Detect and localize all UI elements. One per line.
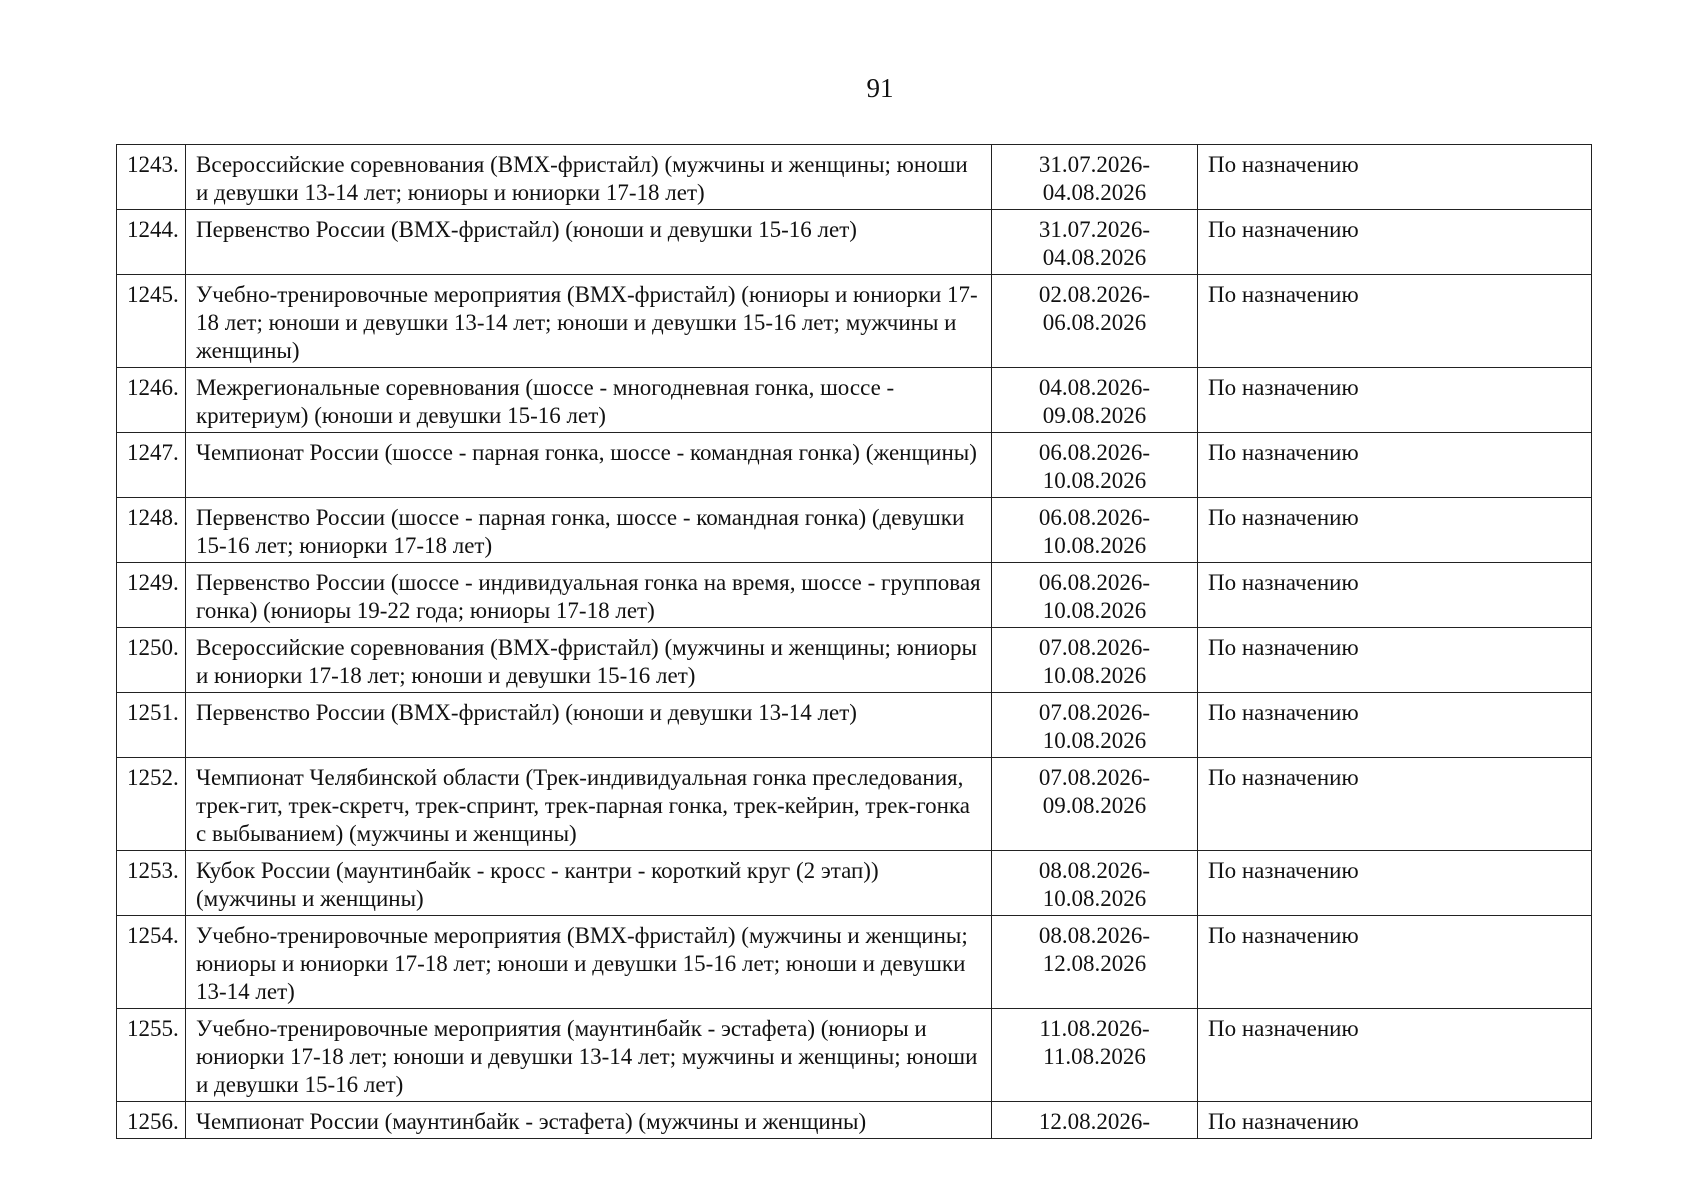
event-name: Первенство России (шоссе - индивидуальная гонка на время, шоссе - групповая гонка) (юниоры 19-22 года; юниоры 17-18 лет): [186, 563, 992, 628]
event-name: Чемпионат Челябинской области (Трек-индивидуальная гонка преследования, трек-гит, трек-скретч, трек-спринт, трек-парная гонка, трек-кейрин, трек-гонка с выбыванием) (мужчины и женщины): [186, 758, 992, 851]
table-row: [117, 1009, 1592, 1102]
date-end: 10.08.2026: [1042, 728, 1147, 753]
event-place: По назначению: [1198, 563, 1592, 628]
event-dates: [992, 433, 1198, 498]
row-number: 1256.: [117, 1102, 186, 1139]
event-dates: [992, 1009, 1198, 1102]
event-place: По назначению: [1198, 210, 1592, 275]
table-row: [117, 851, 1592, 916]
row-number: 1250.: [117, 628, 186, 693]
event-dates: [992, 275, 1198, 368]
event-dates: [992, 368, 1198, 433]
event-place: По назначению: [1198, 758, 1592, 851]
row-number: 1245.: [117, 275, 186, 368]
table-row: [117, 210, 1592, 275]
event-place: По назначению: [1198, 498, 1592, 563]
event-name: Всероссийские соревнования (ВМХ-фристайл) (мужчины и женщины; юноши и девушки 13-14 лет; юниоры и юниорки 17-18 лет): [186, 145, 992, 210]
row-number: 1252.: [117, 758, 186, 851]
date-start: 11.08.2026-: [1039, 1016, 1150, 1041]
event-dates: [992, 916, 1198, 1009]
date-start: 07.08.2026-: [1038, 700, 1151, 725]
row-number: 1249.: [117, 563, 186, 628]
event-name: Первенство России (ВМХ-фристайл) (юноши и девушки 13-14 лет): [186, 693, 992, 758]
date-end: 04.08.2026: [1042, 245, 1147, 270]
table-row: [117, 433, 1592, 498]
event-name: Межрегиональные соревнования (шоссе - многодневная гонка, шоссе - критериум) (юноши и девушки 15-16 лет): [186, 368, 992, 433]
event-place: По назначению: [1198, 433, 1592, 498]
row-number: 1243.: [117, 145, 186, 210]
event-name: Учебно-тренировочные мероприятия (ВМХ-фристайл) (мужчины и женщины; юниоры и юниорки 17-18 лет; юноши и девушки 15-16 лет; юноши и девушки 13-14 лет): [186, 916, 992, 1009]
row-number: 1248.: [117, 498, 186, 563]
table-row: [117, 275, 1592, 368]
date-start: 12.08.2026-: [1038, 1109, 1151, 1134]
date-end: 10.08.2026: [1042, 533, 1147, 558]
date-end: 12.08.2026: [1042, 951, 1147, 976]
row-number: 1246.: [117, 368, 186, 433]
date-end: 06.08.2026: [1042, 310, 1147, 335]
date-start: 31.07.2026-: [1038, 152, 1151, 177]
event-dates: [992, 498, 1198, 563]
event-name: Чемпионат России (маунтинбайк - эстафета) (мужчины и женщины): [186, 1102, 992, 1139]
events-table: [116, 144, 1592, 1139]
date-end: 11.08.2026: [1043, 1044, 1146, 1069]
date-end: 10.08.2026: [1042, 598, 1147, 623]
table-row: [117, 145, 1592, 210]
event-dates: [992, 628, 1198, 693]
event-place: По назначению: [1198, 628, 1592, 693]
date-end: 10.08.2026: [1042, 886, 1147, 911]
event-name: Чемпионат России (шоссе - парная гонка, шоссе - командная гонка) (женщины): [186, 433, 992, 498]
event-dates: [992, 693, 1198, 758]
table-row: [117, 368, 1592, 433]
table-row: [117, 563, 1592, 628]
date-end: 09.08.2026: [1042, 403, 1147, 428]
event-dates: [992, 145, 1198, 210]
table-row: [117, 916, 1592, 1009]
event-name: Учебно-тренировочные мероприятия (ВМХ-фристайл) (юниоры и юниорки 17-18 лет; юноши и девушки 13-14 лет; юноши и девушки 15-16 лет; мужчины и женщины): [186, 275, 992, 368]
date-start: 06.08.2026-: [1038, 440, 1151, 465]
date-end: 09.08.2026: [1042, 793, 1147, 818]
date-start: 02.08.2026-: [1038, 282, 1151, 307]
row-number: 1254.: [117, 916, 186, 1009]
event-dates: [992, 758, 1198, 851]
table-row: [117, 628, 1592, 693]
table-row: [117, 693, 1592, 758]
row-number: 1251.: [117, 693, 186, 758]
date-start: 07.08.2026-: [1038, 765, 1151, 790]
event-place: По назначению: [1198, 1102, 1592, 1139]
event-name: Первенство России (шоссе - парная гонка, шоссе - командная гонка) (девушки 15-16 лет; юниорки 17-18 лет): [186, 498, 992, 563]
event-place: По назначению: [1198, 851, 1592, 916]
event-place: По назначению: [1198, 145, 1592, 210]
date-start: 08.08.2026-: [1038, 923, 1151, 948]
event-name: Всероссийские соревнования (ВМХ-фристайл) (мужчины и женщины; юниоры и юниорки 17-18 лет; юноши и девушки 15-16 лет): [186, 628, 992, 693]
date-end: 10.08.2026: [1042, 663, 1147, 688]
date-start: 31.07.2026-: [1038, 217, 1151, 242]
event-place: По назначению: [1198, 916, 1592, 1009]
event-dates: [992, 1102, 1198, 1139]
page-number: 91: [866, 73, 894, 103]
date-start: 04.08.2026-: [1038, 375, 1151, 400]
date-start: 06.08.2026-: [1038, 505, 1151, 530]
event-place: По назначению: [1198, 368, 1592, 433]
date-end: 10.08.2026: [1042, 468, 1147, 493]
event-dates: [992, 210, 1198, 275]
row-number: 1244.: [117, 210, 186, 275]
row-number: 1253.: [117, 851, 186, 916]
event-place: По назначению: [1198, 1009, 1592, 1102]
row-number: 1255.: [117, 1009, 186, 1102]
event-place: По назначению: [1198, 693, 1592, 758]
table-row: [117, 498, 1592, 563]
date-start: 07.08.2026-: [1038, 635, 1151, 660]
events-table-body: [117, 145, 1592, 1139]
date-end: 04.08.2026: [1042, 180, 1147, 205]
event-dates: [992, 563, 1198, 628]
table-row: [117, 1102, 1592, 1139]
date-start: 06.08.2026-: [1038, 570, 1151, 595]
row-number: 1247.: [117, 433, 186, 498]
event-place: По назначению: [1198, 275, 1592, 368]
event-name: Первенство России (ВМХ-фристайл) (юноши и девушки 15-16 лет): [186, 210, 992, 275]
event-dates: [992, 851, 1198, 916]
event-name: Кубок России (маунтинбайк - кросс - кантри - короткий круг (2 этап)) (мужчины и женщины): [186, 851, 992, 916]
date-start: 08.08.2026-: [1038, 858, 1151, 883]
table-row: [117, 758, 1592, 851]
event-name: Учебно-тренировочные мероприятия (маунтинбайк - эстафета) (юниоры и юниорки 17-18 лет; юноши и девушки 13-14 лет; мужчины и женщины; юноши и девушки 15-16 лет): [186, 1009, 992, 1102]
